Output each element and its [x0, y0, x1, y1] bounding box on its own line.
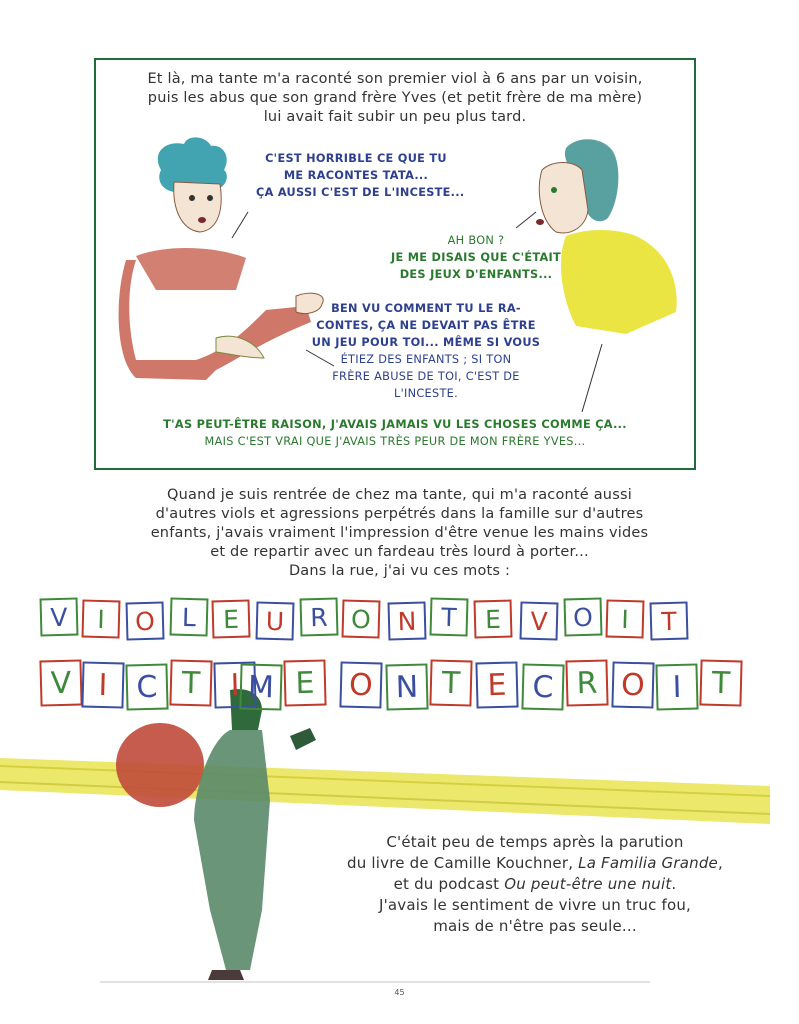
narration-line: C'était peu de temps après la parution	[386, 833, 684, 851]
bubble-line: FRÈRE ABUSE DE TOI, C'EST DE	[332, 370, 520, 383]
wall-letter-tile: T	[430, 598, 469, 637]
wall-letter-tile: I	[82, 600, 121, 639]
wall-letter-tile: E	[474, 600, 513, 639]
wall-letter-tile: N	[385, 663, 428, 710]
wall-letter-tile: I	[655, 663, 698, 710]
bubble-line: T'AS PEUT-ÊTRE RAISON, J'AVAIS JAMAIS VU LES CHOSES COMME ÇA...	[163, 418, 627, 431]
wall-letter-tile: C	[521, 663, 564, 710]
bubble-line: ÇA AUSSI C'EST DE L'INCESTE...	[256, 186, 465, 199]
wall-letter-tile: E	[283, 659, 326, 706]
wall-letter-tile: V	[520, 602, 559, 641]
wall-letter-tile: T	[699, 659, 742, 706]
wall-letter-tile: I	[606, 600, 645, 639]
narration-line: d'autres viols et agressions perpétrés dans la famille sur d'autres	[155, 506, 644, 522]
bubble-line: UN JEU POUR TOI... MÊME SI VOUS	[311, 336, 541, 349]
wall-letter-tile: O	[339, 661, 382, 708]
wall-letter-tile: O	[126, 602, 165, 641]
page-number: 45	[394, 988, 405, 997]
wall-letter-tile: T	[429, 659, 472, 706]
bubble-line: DES JEUX D'ENFANTS...	[399, 268, 553, 281]
bubble-line: ME RACONTES TATA...	[283, 169, 429, 182]
narration-line: Dans la rue, j'ai vu ces mots :	[288, 563, 511, 579]
wall-letter-tile: R	[565, 659, 608, 706]
wall-letter-tile: N	[388, 602, 427, 641]
podcast-title: Ou peut-être une nuit	[504, 875, 672, 893]
wall-letter-tile: E	[212, 600, 251, 639]
wall-letter-tile: C	[125, 663, 168, 710]
wall-letter-tile: O	[611, 661, 654, 708]
narration-line: enfants, j'avais vraiment l'impression d'être venue les mains vides	[150, 525, 649, 541]
wall-letter-tile: I	[81, 661, 124, 708]
narration-line: lui avait fait subir un peu plus tard.	[263, 109, 527, 125]
wall-letter-tile: V	[40, 598, 79, 637]
narration-block-3	[300, 832, 770, 937]
wall-letter-tile: R	[300, 598, 339, 637]
wall-letter-tile: O	[564, 598, 603, 637]
wall-letter-tile: M	[239, 663, 282, 710]
narration-line: puis les abus que son grand frère Yves (et petit frère de ma mère)	[147, 90, 643, 106]
bubble-line: L'INCESTE.	[393, 387, 458, 400]
wall-letter-tile: E	[475, 661, 518, 708]
book-title: La Familia Grande	[578, 854, 718, 872]
bubble-line: AH BON ?	[447, 234, 505, 247]
narration-line: et de repartir avec un fardeau très lourd à porter...	[210, 544, 589, 560]
narration-line	[300, 874, 770, 895]
bubble-line: MAIS C'EST VRAI QUE J'AVAIS TRÈS PEUR DE MON FRÈRE YVES...	[204, 435, 586, 448]
wall-letter-tile: L	[170, 598, 209, 637]
narration-line: Quand je suis rentrée de chez ma tante, qui m'a raconté aussi	[167, 487, 632, 503]
narration-line: Et là, ma tante m'a raconté son premier viol à 6 ans par un voisin,	[147, 71, 643, 87]
bubble-line: BEN VU COMMENT TU LE RA-	[331, 302, 521, 315]
text-span: du livre de Camille Kouchner,	[347, 854, 579, 872]
wall-letter-tile: T	[169, 659, 212, 706]
wall-letter-tile: T	[650, 602, 689, 641]
narration-line: J'avais le sentiment de vivre un truc fou,	[378, 896, 692, 914]
wall-letter-tile: U	[256, 602, 295, 641]
wall-letter-tile: O	[342, 600, 381, 639]
bubble-line: C'EST HORRIBLE CE QUE TU	[265, 152, 447, 165]
bubble-line: ÉTIEZ DES ENFANTS ; SI TON	[340, 353, 512, 366]
wall-letter-tile: I	[213, 661, 256, 708]
narration-line: mais de n'être pas seule...	[433, 917, 637, 935]
text-span: .	[671, 875, 677, 893]
narration-line	[300, 853, 770, 874]
text-span: et du podcast	[393, 875, 505, 893]
bubble-line: JE ME DISAIS QUE C'ÉTAIT	[390, 251, 562, 264]
bubble-line: CONTES, ÇA NE DEVAIT PAS ÊTRE	[316, 319, 536, 332]
text-span: ,	[718, 854, 723, 872]
wall-letter-tile: V	[39, 659, 82, 706]
